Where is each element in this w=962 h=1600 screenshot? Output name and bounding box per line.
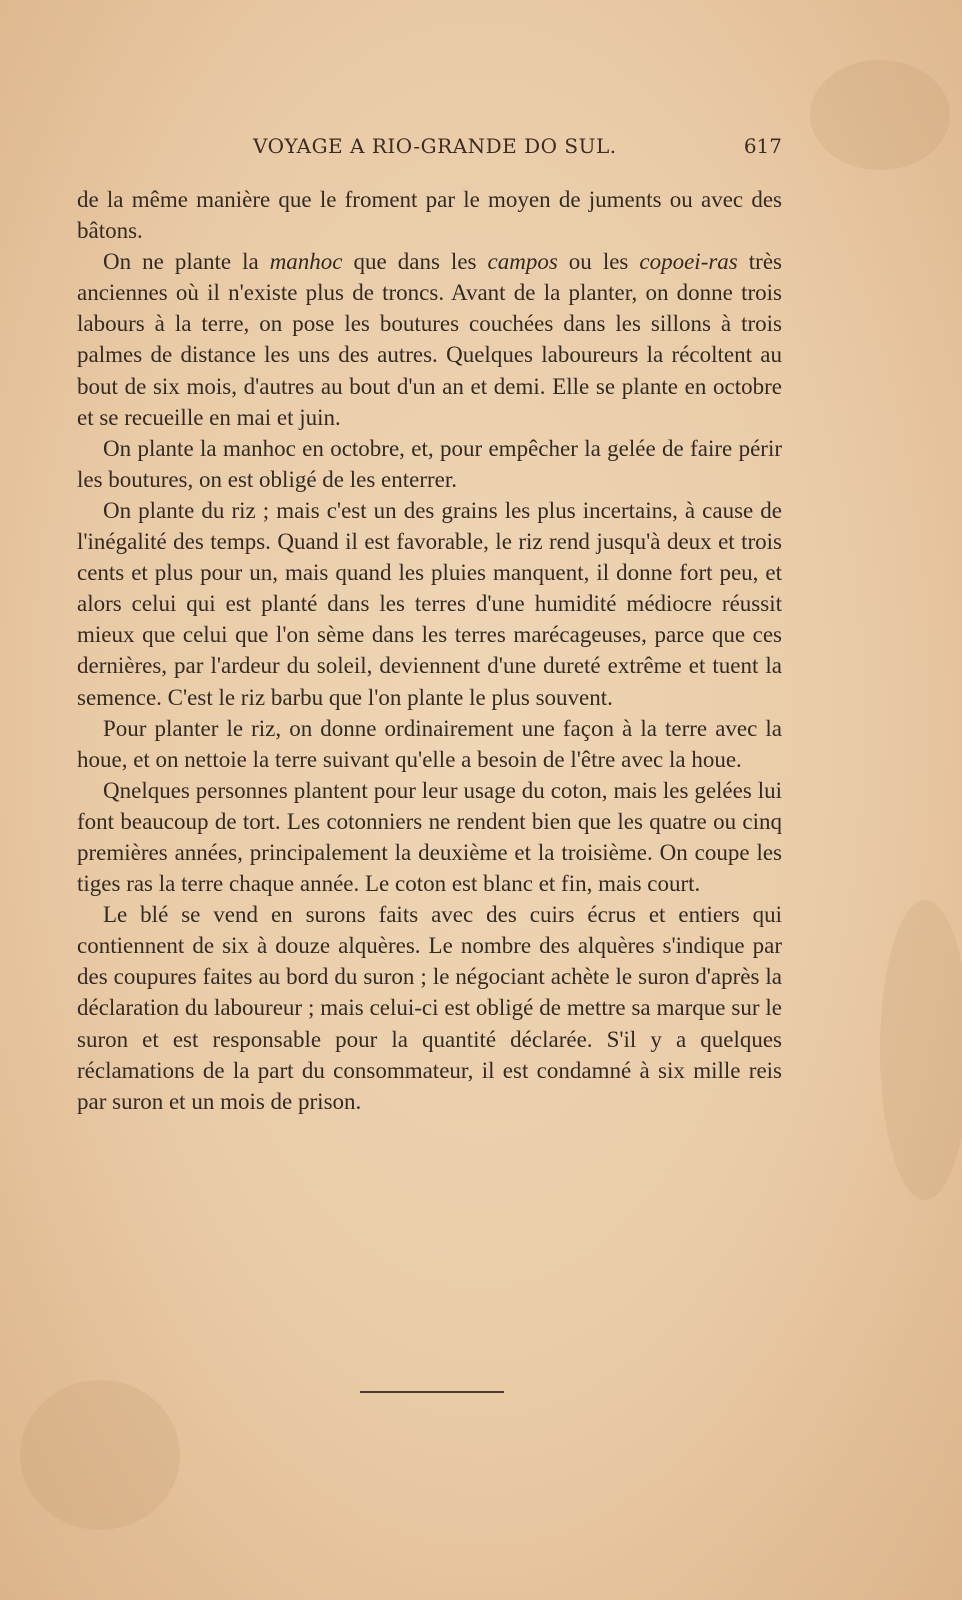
paragraph xyxy=(77,495,782,713)
paragraph xyxy=(77,246,782,433)
paragraph xyxy=(77,713,782,775)
text-segment: de la même manière que le froment par le moyen de juments ou avec des bâtons. xyxy=(77,187,782,244)
paragraph xyxy=(77,433,782,495)
text-segment: On ne plante la xyxy=(103,249,270,275)
running-header xyxy=(77,134,782,164)
text-segment: que dans les xyxy=(342,249,488,275)
end-rule xyxy=(360,1391,504,1393)
text-segment: Le blé se vend en surons faits avec des cuirs écrus et entiers qui contiennent de six à douze alquères. Le nombre des alquères s'indique par des coupures faites au bord du suron ; le négociant achète le suron d'après la déclaration du laboureur ; mais celui-ci est obligé de mettre sa marque sur le suron et est responsable pour la quantité déclarée. S'il y a quelques réclamations de la part du consommateur, il est condamné à six mille reis par suron et un mois de prison. xyxy=(77,902,782,1114)
text-segment: On plante la manhoc en octobre, et, pour empêcher la gelée de faire périr les boutures, on est obligé de les enterrer. xyxy=(77,435,782,492)
paragraph xyxy=(77,899,782,1117)
running-title: VOYAGE A RIO-GRANDE DO SUL. xyxy=(253,134,617,158)
text-segment: ou les xyxy=(557,249,640,275)
italic-term: copoei-ras xyxy=(639,249,738,275)
page-number: 617 xyxy=(743,134,782,158)
text-segment: très anciennes où il n'existe plus de troncs. Avant de la planter, on donne trois labours à la terre, on pose les boutures couchées dans les sillons à trois palmes de distance les uns des autres. Quelques laboureurs la récoltent au bout de six mois, d'autres au bout d'un an et demi. Elle se plante en octobre et se recueille en mai et juin. xyxy=(77,249,782,430)
text-segment: Qnelques personnes plantent pour leur usage du coton, mais les gelées lui font beaucoup de tort. Les cotonniers ne rendent bien que les quatre ou cinq premières années, principalement la deuxième et la troisième. On coupe les tiges ras la terre chaque année. Le coton est blanc et fin, mais court. xyxy=(77,777,782,897)
paragraph xyxy=(77,184,782,246)
body-text xyxy=(77,184,782,1117)
italic-term: manhoc xyxy=(269,249,343,275)
text-segment: On plante du riz ; mais c'est un des grains les plus incertains, à cause de l'inégalité des temps. Quand il est favorable, le riz rend jusqu'à deux et trois cents et plus pour un, mais quand les pluies manquent, il donne fort peu, et alors celui qui est planté dans les terres d'une humidité médiocre réussit mieux que celui que l'on sème dans les terres marécageuses, parce que ces dernières, par l'ardeur du soleil, deviennent d'une dureté extrême et tuent la semence. C'est le riz barbu que l'on plante le plus souvent. xyxy=(77,497,782,710)
text-segment: Pour planter le riz, on donne ordinairement une façon à la terre avec la houe, et on nettoie la terre suivant qu'elle a besoin de l'être avec la houe. xyxy=(77,715,782,772)
italic-term: campos xyxy=(487,249,558,275)
paragraph xyxy=(77,775,782,899)
